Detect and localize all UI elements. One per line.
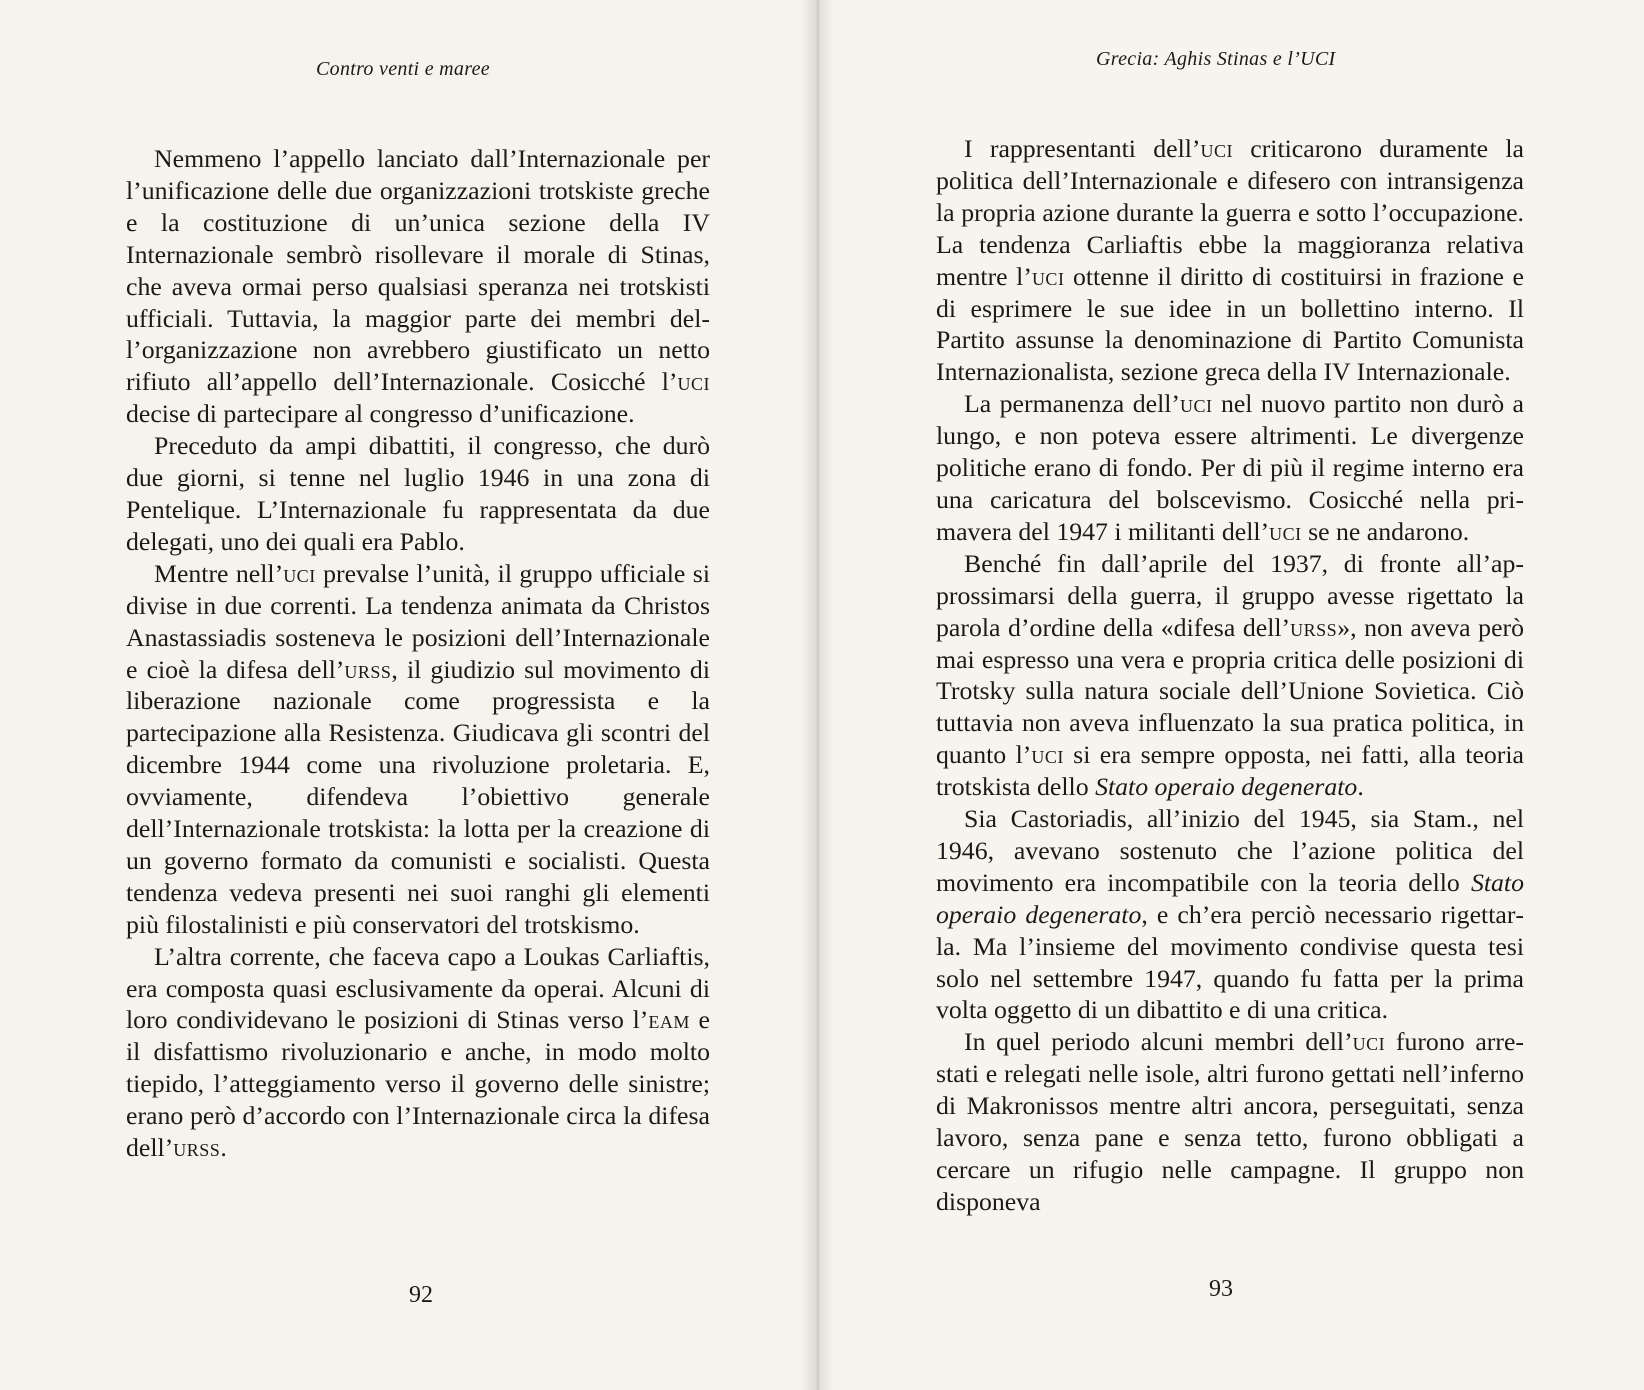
small-caps-run: uci: [677, 367, 710, 397]
text-run: , e ch’era perciò necessario rigettarla. Ma l’insieme del movimento condivise questa tesi solo nel settembre 1947, quando fu fatta per la prima volta oggetto di un dibattito e di una critica.: [936, 899, 1524, 1025]
text-run: , il giudizio sul movimento di liberazione nazionale come progressista e la partecipazione alla Resistenza. Giudicava gli scontri del dicembre 1944 come una rivoluzione proletaria. E, ovviamente, difendeva l’obiettivo generale dell’Internazionale trotskista: la lotta per la creazione di un governo formato da comunisti e socialisti. Questa tendenza vedeva presenti nei suoi ranghi gli elementi più filostalinisti e più conservatori del trotskismo.: [126, 654, 710, 939]
running-head: Contro venti e maree: [316, 58, 490, 80]
page-number: 93: [1209, 1276, 1233, 1302]
small-caps-run: uci: [1269, 516, 1302, 546]
text-run: e il disfattismo rivoluzionario e anche, in modo molto tiepido, l’atteggiamento verso il governo delle sinistre; erano però d’accordo con l’Internazionale circa la difesa dell’: [126, 1005, 710, 1163]
book-gutter: [802, 0, 834, 1390]
paragraph: [126, 941, 710, 1164]
text-run: criticarono duramente la politica dell’Internazionale e difesero con intransigenza la propria azione durante la guerra e sotto l’occupazione. La tendenza Carliaftis ebbe la maggioranza relativa mentre l’: [936, 134, 1524, 291]
text-run: furono arrestati e relegati nelle isole, altri furono gettati nell’inferno di Makronissos mentre altri ancora, perseguitati, senza lavoro, senza pane e senza tetto, furono obbligati a cercare un rifugio nelle campagne. Il gruppo non disponeva: [936, 1027, 1524, 1216]
text-run: I rappresentanti dell’: [964, 134, 1201, 163]
text-run: Preceduto da ampi dibattiti, il congresso, che durò due giorni, si tenne nel luglio 1946 in una zona di Pentelique. L’Internazionale fu rappresentata da due delegati, uno dei quali era Pablo.: [126, 431, 710, 556]
paragraph: [936, 803, 1524, 1026]
text-run: In quel periodo alcuni membri dell’: [964, 1027, 1353, 1057]
italic-run: Stato operaio degenerato: [1095, 772, 1358, 802]
text-run: nel nuovo partito non durò a lungo, e non poteva essere altrimenti. Le divergenze politiche erano di fondo. Per di più il regime interno era una caricatura del bolscevismo. Cosicché nella primavera del 1947 i militanti dell’: [936, 389, 1524, 546]
small-caps-run: urss: [1290, 612, 1338, 642]
small-caps-run: uci: [1031, 740, 1064, 770]
text-run: », non aveva però mai espresso una vera e propria critica delle posizioni di Trotsky sulla natura sociale dell’Unione Sovietica. Ciò tuttavia non aveva influenzato la sua pratica politica, in quanto l’: [936, 612, 1525, 770]
text-run: Mentre nell’: [154, 558, 284, 588]
paragraph: [126, 558, 710, 941]
left-page: [0, 0, 818, 1390]
text-run: L’altra corrente, che faceva capo a Loukas Carliaftis, era composta quasi esclusivamente da operai. Alcuni di loro condividevano le posizioni di Stinas verso l’: [126, 941, 710, 1035]
text-run: si era sempre opposta, nei fatti, alla teoria trotskista dello: [936, 740, 1524, 802]
right-page: [818, 0, 1644, 1390]
small-caps-run: urss: [344, 654, 392, 684]
italic-run: Stato operaio degenerato: [936, 867, 1524, 929]
paragraph: [126, 143, 710, 430]
small-caps-run: uci: [1180, 389, 1213, 419]
text-run: Sia Castoriadis, all’inizio del 1945, sia Stam., nel 1946, avevano sostenuto che l’azione politica del movimento era incompatibile con la teoria dello: [936, 804, 1524, 897]
text-run: .: [1357, 772, 1364, 802]
paragraph: [936, 1026, 1524, 1217]
small-caps-run: urss: [173, 1133, 221, 1163]
text-run: .: [220, 1133, 227, 1163]
small-caps-run: uci: [1200, 134, 1233, 163]
small-caps-run: uci: [1352, 1027, 1386, 1057]
running-head: [1096, 48, 1335, 71]
small-caps-run: eam: [648, 1005, 690, 1035]
text-run: decise di partecipare al congresso d’unificazione.: [126, 399, 635, 429]
text-run: Benché fin dall’aprile del 1937, di fronte all’approssimarsi della guerra, il gruppo avesse rigettato la parola d’ordine della «difesa dell’: [936, 548, 1524, 642]
page-body: [126, 143, 710, 1164]
page-body: [936, 133, 1524, 1218]
text-run: ottenne il diritto di costituirsi in frazione e di esprimere le sue idee in un bollettino interno. Il Partito assunse la denominazione di Partito Comunista Internazionalista, sezione greca della IV Internazionale.: [936, 261, 1524, 387]
text-run: se ne andarono.: [1301, 516, 1470, 546]
page-number: 92: [409, 1282, 433, 1308]
text-run: Nemmeno l’appello lanciato dall’Internazionale per l’unificazione delle due organizzazioni trotskiste greche e la costituzione di un’unica sezione della IV Internazionale sembrò risollevare il morale di Stinas, che aveva ormai perso qualsiasi speranza nei trotskisti ufficiali. Tuttavia, la maggior parte dei membri dell’organizzazione non avrebbero giustificato un netto rifiuto all’appello dell’Internazionale. Cosicché l’: [126, 144, 710, 397]
paragraph: [936, 388, 1524, 548]
small-caps-run: uci: [1031, 261, 1065, 291]
paragraph: [936, 548, 1524, 803]
text-run: La permanenza dell’: [964, 389, 1180, 419]
paragraph: [126, 430, 710, 558]
paragraph: [936, 133, 1524, 388]
running-head-text: Grecia: Aghis Stinas e l’UCI: [1096, 48, 1336, 70]
small-caps-run: uci: [283, 558, 316, 588]
text-run: prevalse l’unità, il gruppo ufficiale si divise in due correnti. La tendenza animata da Christos Anastassiadis sosteneva le posizioni dell’Internazionale e cioè la difesa dell’: [126, 558, 711, 684]
